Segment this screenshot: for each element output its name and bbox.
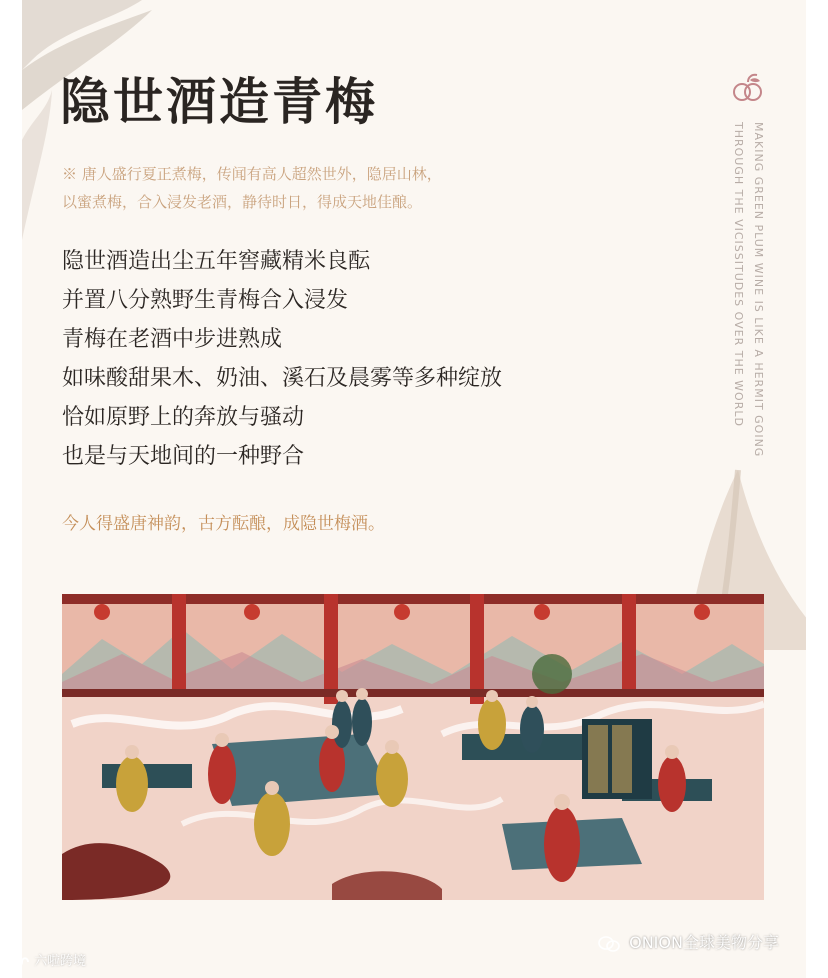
slogan-line-2: THROUGH THE VICISSITUDES OVER THE WORLD (732, 122, 745, 427)
intro-line: 以蜜煮梅，合入浸发老酒，静待时日，得成天地佳酿。 (62, 193, 423, 211)
poem-line: 隐世酒造出尘五年窖藏精米良酝 (62, 249, 371, 274)
tang-banquet-illustration (62, 594, 764, 900)
poem-line: 青梅在老酒中步进熟成 (62, 327, 283, 352)
watermark-right (598, 930, 779, 953)
intro-line: ※ 唐人盛行夏正煮梅，传闻有高人超然世外，隐居山林， (62, 165, 442, 183)
page-title: 隐世酒造青梅 (60, 72, 378, 131)
watermark-right-text: ONION全球美物分享 (629, 933, 779, 952)
watermark-left (8, 950, 86, 969)
intro-paragraph (62, 160, 622, 216)
poster-page (22, 0, 806, 978)
plum-logo-icon (730, 70, 766, 106)
watermark-left-text: 六啦跨境 (34, 954, 87, 969)
poem-line: 恰如原野上的奔放与骚动 (62, 405, 305, 430)
swirl-logo-icon (8, 955, 30, 969)
mural-artwork (62, 594, 764, 900)
poem-line: 如味酸甜果木、奶油、溪石及晨雾等多种绽放 (62, 366, 503, 391)
closing-line: 今人得盛唐神韵，古方酝酿，成隐世梅酒。 (62, 514, 385, 534)
english-vertical-slogan (722, 122, 782, 462)
wechat-icon (598, 935, 620, 953)
poem-line: 并置八分熟野生青梅合入浸发 (62, 288, 349, 313)
slogan-line-1: MAKING GREEN PLUM WINE IS LIKE A HERMIT GOING (752, 122, 765, 458)
poem-line: 也是与天地间的一种野合 (62, 444, 305, 469)
poem-body (62, 242, 662, 476)
